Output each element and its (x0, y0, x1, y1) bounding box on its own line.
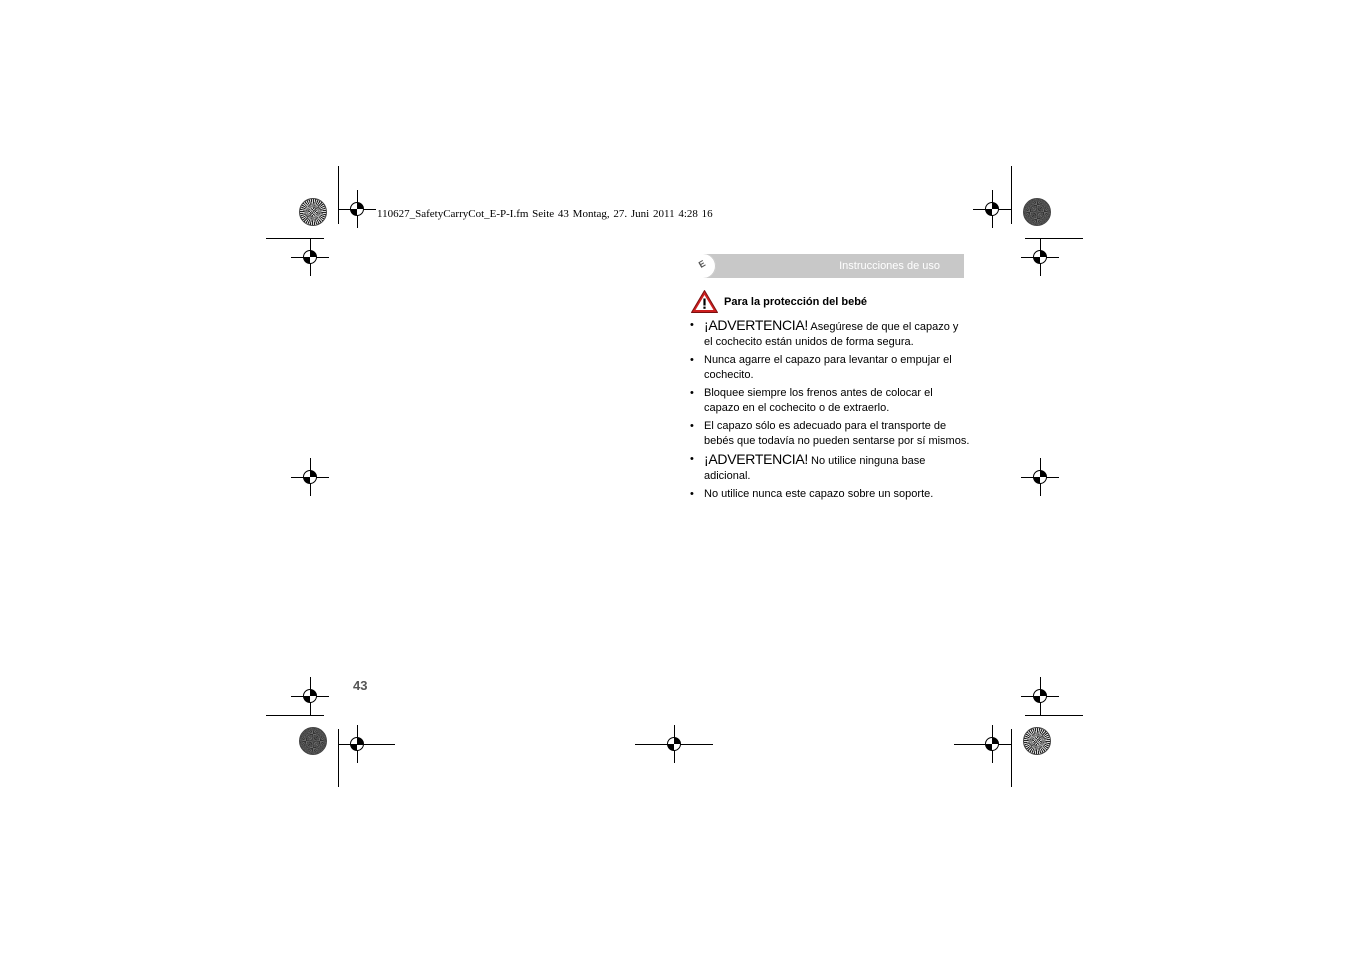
section-heading: Para la protección del bebé (724, 296, 868, 308)
list-item (690, 386, 970, 416)
file-stamp: 110627_SafetyCarryCot_E-P-I.fm Seite 43 Montag, 27. Juni 2011 4:28 16 (377, 208, 713, 220)
list-item-text: No utilice nunca este capazo sobre un soporte. (704, 488, 934, 500)
registration-mark-icon (350, 202, 364, 216)
warning-label: ¡ADVERTENCIA! (704, 317, 808, 333)
warning-label: ¡ADVERTENCIA! (704, 451, 808, 467)
registration-mark-icon (303, 250, 317, 264)
section-title: Instrucciones de uso (839, 260, 940, 272)
registration-mark-icon (1033, 689, 1047, 703)
bullet-symbol: • (690, 453, 694, 465)
list-item (690, 419, 970, 449)
bullet-symbol: • (690, 387, 694, 399)
registration-mark-icon (303, 689, 317, 703)
crop-mark (357, 744, 395, 745)
color-target-icon (299, 727, 327, 755)
list-item (690, 318, 970, 350)
warning-triangle-icon (690, 289, 719, 314)
crop-mark (954, 744, 992, 745)
list-item-text: Asegúrese de que el capazo y el cochecito están unidos de forma segura. (704, 321, 959, 348)
safety-instructions-list (690, 318, 970, 505)
crop-mark (338, 729, 339, 787)
list-item-text: El capazo sólo es adecuado para el transporte de bebés que todavía no pueden sentarse por sí mismos. (704, 420, 970, 447)
registration-mark-icon (985, 202, 999, 216)
crop-mark (1011, 166, 1012, 224)
bullet-symbol: • (690, 488, 694, 500)
registration-mark-icon (1033, 250, 1047, 264)
list-item (690, 353, 970, 383)
registration-mark-icon (1033, 470, 1047, 484)
crop-mark (1025, 238, 1083, 239)
page-number: 43 (353, 678, 368, 693)
list-item (690, 452, 970, 484)
registration-mark-icon (667, 737, 681, 751)
language-label: E (696, 258, 708, 270)
list-item (690, 487, 970, 502)
crop-mark (1011, 729, 1012, 787)
list-item-text: No utilice ninguna base adicional. (704, 455, 926, 482)
color-target-icon (299, 198, 327, 226)
crop-mark (338, 166, 339, 224)
crop-mark (266, 238, 324, 239)
list-item-text: Bloquee siempre los frenos antes de colocar el capazo en el cochecito o de extraerlo. (704, 387, 933, 414)
color-target-icon (1023, 198, 1051, 226)
language-tab (690, 254, 716, 278)
bullet-symbol: • (690, 319, 694, 331)
crop-mark (266, 715, 324, 716)
registration-mark-icon (303, 470, 317, 484)
crop-mark (1025, 715, 1083, 716)
list-item-text: Nunca agarre el capazo para levantar o empujar el cochecito. (704, 354, 952, 381)
section-header-bar (690, 254, 964, 278)
bullet-symbol: • (690, 420, 694, 432)
color-target-icon (1023, 727, 1051, 755)
bullet-symbol: • (690, 354, 694, 366)
